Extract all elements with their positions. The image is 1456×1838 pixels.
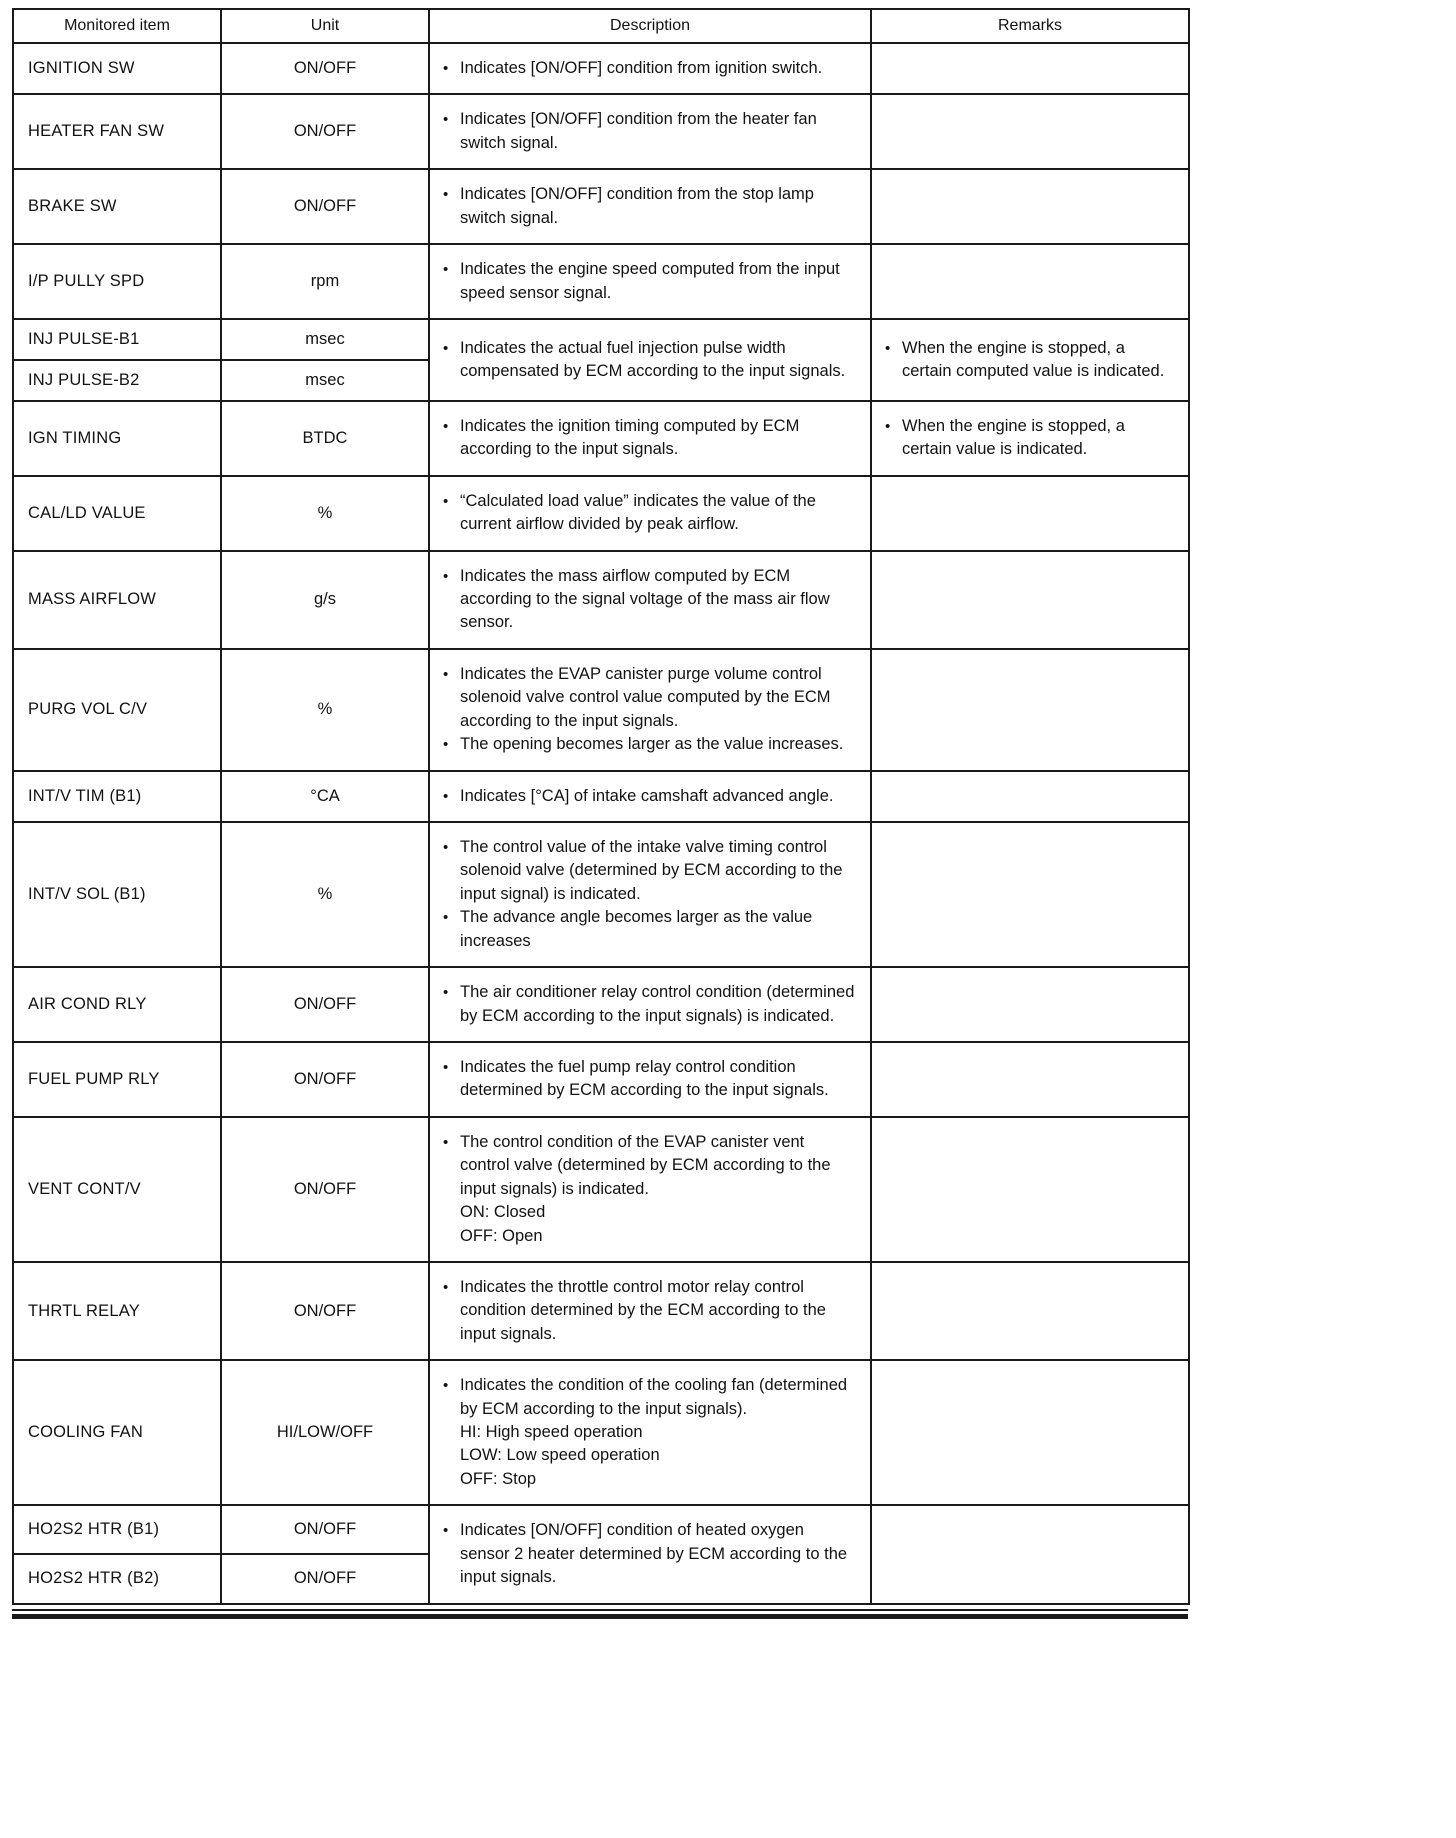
description-text: Indicates the EVAP canister purge volume control solenoid valve control value computed by the ECM according to the input signals. [460,664,831,730]
bullet-icon: • [443,909,449,927]
description-bullet-line [443,906,858,953]
description-text: Indicates [ON/OFF] condition from ignition switch. [460,59,823,77]
description-text: The air conditioner relay control condition (determined by ECM according to the input signals) is indicated. [460,983,855,1025]
description-cell [429,401,871,476]
bullet-icon: • [443,1058,449,1076]
bullet-icon: • [443,736,449,754]
remarks-cell [871,1117,1189,1262]
description-bullet-line [443,836,858,906]
monitored-item-cell: PURG VOL C/V [13,649,221,771]
remarks-cell [871,401,1189,476]
bullet-icon: • [443,567,449,585]
description-cell [429,771,871,822]
monitored-item-cell: CAL/LD VALUE [13,476,221,551]
unit-cell: ON/OFF [221,1042,429,1117]
table-row [13,1505,1189,1554]
description-bullet-line [443,1131,858,1201]
table-row [13,649,1189,771]
table-row [13,822,1189,967]
unit-cell: rpm [221,244,429,319]
table-row [13,476,1189,551]
monitored-item-cell: IGNITION SW [13,43,221,94]
description-text: The advance angle becomes larger as the value increases [460,908,813,950]
description-subline: LOW: Low speed operation [460,1446,660,1465]
unit-cell: msec [221,360,429,401]
monitored-item-cell: VENT CONT/V [13,1117,221,1262]
description-bullet-line [443,565,858,635]
table-row [13,401,1189,476]
unit-cell: g/s [221,551,429,649]
table-row [13,967,1189,1042]
remarks-cell [871,771,1189,822]
description-cell [429,967,871,1042]
remarks-cell [871,1262,1189,1360]
unit-cell: ON/OFF [221,169,429,244]
monitored-item-cell: INJ PULSE-B1 [13,319,221,360]
table-row [13,1360,1189,1505]
remarks-cell [871,319,1189,401]
monitored-item-cell: BRAKE SW [13,169,221,244]
table-header [13,9,1189,43]
description-cell [429,1505,871,1603]
bullet-icon: • [443,665,449,683]
description-cell [429,476,871,551]
remarks-text: When the engine is stopped, a certain computed value is indicated. [902,338,1165,380]
bullet-icon: • [443,839,449,857]
monitored-items-table [12,8,1190,1605]
bullet-icon: • [443,1522,449,1540]
description-cell [429,169,871,244]
description-text: Indicates the ignition timing computed by ECM according to the input signals. [460,416,800,459]
description-bullet-line [443,415,858,462]
monitored-item-cell: HEATER FAN SW [13,94,221,169]
remarks-bullet-line [885,415,1176,462]
table-row [13,43,1189,94]
bullet-icon: • [443,1133,449,1151]
unit-cell: % [221,822,429,967]
description-cell [429,319,871,401]
unit-cell: ON/OFF [221,1554,429,1603]
unit-cell: BTDC [221,401,429,476]
description-text: Indicates the mass airflow computed by ECM according to the signal voltage of the mass air flow sensor. [460,566,830,632]
description-text: Indicates [ON/OFF] condition from the stop lamp switch signal. [460,185,814,227]
remarks-cell [871,822,1189,967]
description-subline: HI: High speed operation [460,1423,643,1442]
bullet-icon: • [443,186,449,204]
remarks-cell [871,1360,1189,1505]
monitored-item-cell: INJ PULSE-B2 [13,360,221,401]
unit-cell: ON/OFF [221,1505,429,1554]
unit-cell: °CA [221,771,429,822]
description-bullet-line [443,1519,858,1589]
monitored-item-cell: THRTL RELAY [13,1262,221,1360]
remarks-bullet-line [885,337,1176,384]
remarks-cell [871,1505,1189,1603]
remarks-cell [871,967,1189,1042]
column-header-description: Description [429,9,871,43]
unit-cell: % [221,476,429,551]
description-bullet-line [443,1276,858,1346]
description-text: Indicates the fuel pump relay control condition determined by ECM according to the input signals. [460,1057,829,1100]
table-row [13,551,1189,649]
remarks-cell [871,169,1189,244]
monitored-item-cell: INT/V SOL (B1) [13,822,221,967]
description-cell [429,551,871,649]
bullet-icon: • [443,417,449,435]
description-text: Indicates the engine speed computed from the input speed sensor signal. [460,260,840,302]
remarks-cell [871,1042,1189,1117]
description-subline: OFF: Open [460,1226,543,1245]
description-text: The control value of the intake valve timing control solenoid valve (determined by ECM according to the input signal) is indicated. [460,838,843,903]
unit-cell: ON/OFF [221,1117,429,1262]
remarks-cell [871,94,1189,169]
description-bullet-line [443,733,858,756]
monitored-item-cell: INT/V TIM (B1) [13,771,221,822]
table-row [13,1262,1189,1360]
description-text: Indicates [°CA] of intake camshaft advanced angle. [460,786,834,805]
unit-cell: HI/LOW/OFF [221,1360,429,1505]
description-cell [429,1042,871,1117]
description-bullet-line [443,1374,858,1421]
description-cell [429,1117,871,1262]
table-body [13,43,1189,1604]
description-text: “Calculated load value” indicates the value of the current airflow divided by peak airflow. [460,491,816,534]
column-header-remarks: Remarks [871,9,1189,43]
description-cell [429,822,871,967]
bullet-icon: • [443,111,449,129]
description-bullet-line [443,258,858,305]
description-cell [429,1360,871,1505]
monitored-item-cell: HO2S2 HTR (B1) [13,1505,221,1554]
monitored-item-cell: MASS AIRFLOW [13,551,221,649]
column-header-unit: Unit [221,9,429,43]
bullet-icon: • [443,787,449,805]
monitored-item-cell: COOLING FAN [13,1360,221,1505]
description-bullet-line [443,108,858,155]
description-cell [429,649,871,771]
description-cell [429,1262,871,1360]
table-row [13,169,1189,244]
table-row [13,319,1189,360]
unit-cell: ON/OFF [221,967,429,1042]
description-bullet-line [443,1056,858,1103]
bullet-icon: • [443,1377,449,1395]
bullet-icon: • [443,984,449,1002]
description-text: Indicates [ON/OFF] condition of heated oxygen sensor 2 heater determined by ECM according to the input signals. [460,1521,848,1587]
monitored-item-cell: IGN TIMING [13,401,221,476]
header-row [13,9,1189,43]
description-cell [429,94,871,169]
monitored-item-cell: I/P PULLY SPD [13,244,221,319]
table-row [13,94,1189,169]
description-text: Indicates the throttle control motor relay control condition determined by the ECM according to the input signals. [460,1277,826,1343]
table-row [13,244,1189,319]
remarks-cell [871,649,1189,771]
description-cell [429,244,871,319]
remarks-cell [871,43,1189,94]
description-subline: OFF: Stop [460,1469,537,1488]
unit-cell: ON/OFF [221,94,429,169]
description-text: Indicates the actual fuel injection pulse width compensated by ECM according to the input signals. [460,338,846,380]
description-bullet-line [443,337,858,384]
description-cell [429,43,871,94]
description-bullet-line [443,981,858,1028]
bottom-double-rule [12,1609,1188,1619]
table-row [13,771,1189,822]
description-bullet-line [443,183,858,230]
unit-cell: % [221,649,429,771]
unit-cell: msec [221,319,429,360]
unit-cell: ON/OFF [221,43,429,94]
description-bullet-line [443,663,858,733]
unit-cell: ON/OFF [221,1262,429,1360]
bullet-icon: • [443,339,449,357]
description-text: Indicates the condition of the cooling fan (determined by ECM according to the input signals). [460,1376,848,1418]
table-row [13,1042,1189,1117]
bullet-icon: • [443,261,449,279]
description-bullet-line [443,57,858,80]
description-bullet-line [443,785,858,808]
monitored-item-cell: HO2S2 HTR (B2) [13,1554,221,1603]
bullet-icon: • [885,417,891,435]
description-text: Indicates [ON/OFF] condition from the heater fan switch signal. [460,110,817,152]
bullet-icon: • [443,60,449,77]
bullet-icon: • [885,339,891,357]
column-header-monitored-item: Monitored item [13,9,221,43]
description-subline: ON: Closed [460,1203,546,1222]
remarks-cell [871,244,1189,319]
remarks-cell [871,551,1189,649]
monitored-item-cell: FUEL PUMP RLY [13,1042,221,1117]
monitored-item-cell: AIR COND RLY [13,967,221,1042]
bullet-icon: • [443,492,449,510]
description-text: The opening becomes larger as the value increases. [460,735,844,754]
table-row [13,1117,1189,1262]
description-bullet-line [443,490,858,537]
bullet-icon: • [443,1278,449,1296]
remarks-cell [871,476,1189,551]
remarks-text: When the engine is stopped, a certain value is indicated. [902,416,1125,459]
description-text: The control condition of the EVAP canister vent control valve (determined by ECM according to the input signals) is indicated. [460,1132,831,1198]
